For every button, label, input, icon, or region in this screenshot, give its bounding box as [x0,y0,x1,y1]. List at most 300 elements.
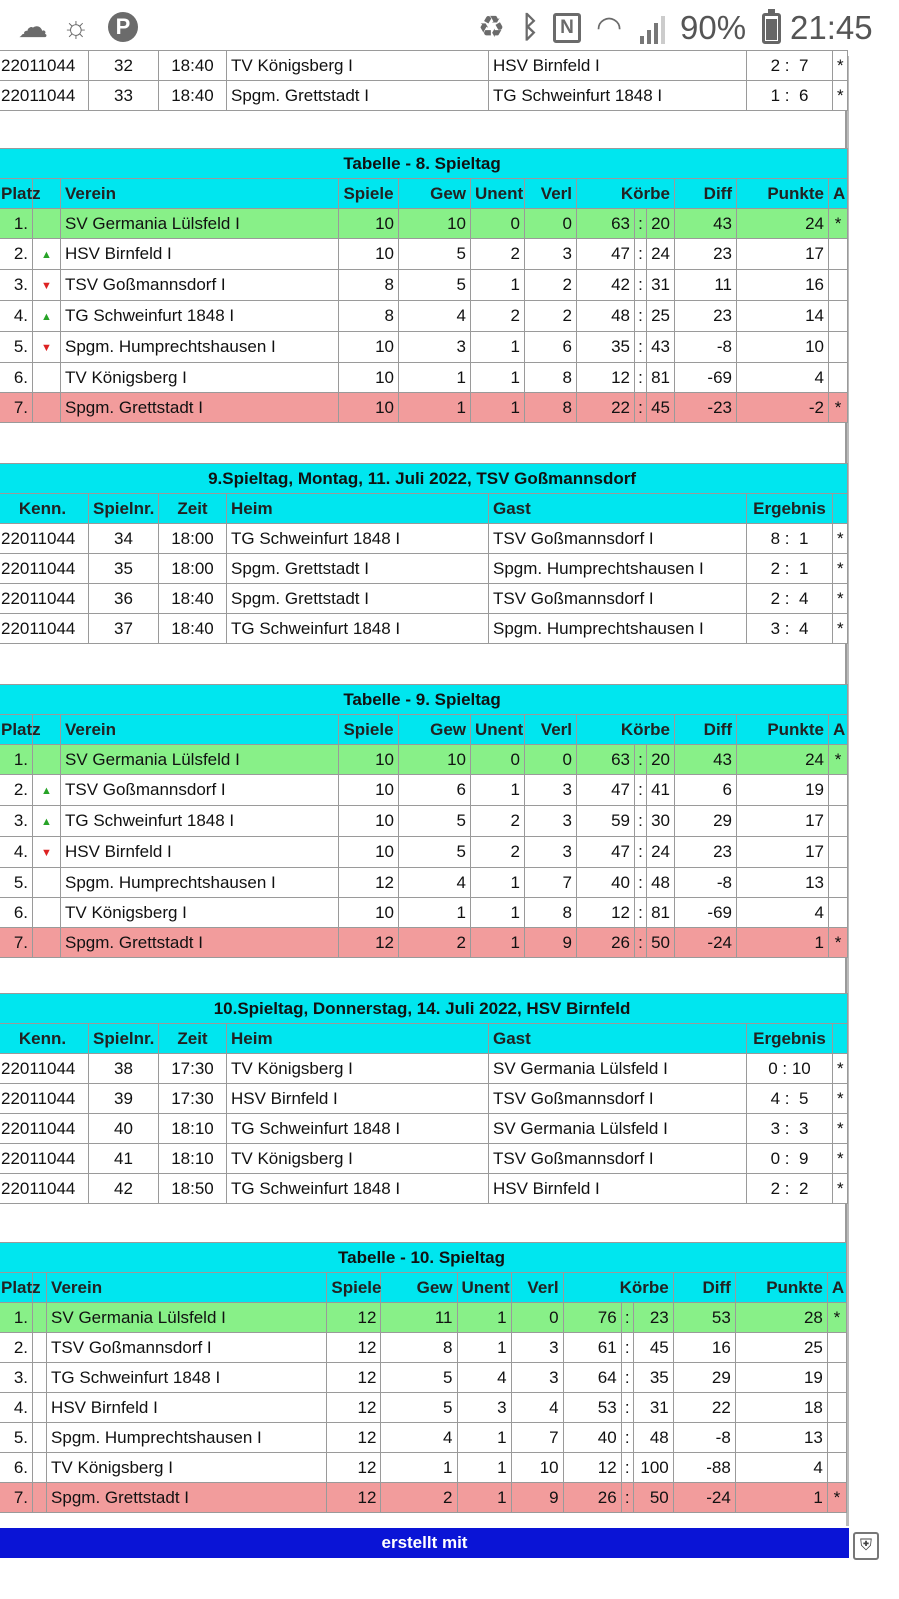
losses: 3 [525,837,577,868]
home-team: Spgm. Grettstadt I [227,584,489,614]
annotation-mark: * [829,209,848,239]
games-header-row [0,1024,848,1054]
annotation-mark [827,1363,846,1393]
rank: 6. [0,898,33,928]
standings-title: Tabelle - 8. Spieltag [0,149,848,179]
baskets-separator: : [635,209,647,239]
annotation-mark: * [829,745,848,775]
points: 24 [737,209,829,239]
wins: 4 [399,301,471,332]
away-team: TSV Goßmannsdorf I [489,584,747,614]
annotation-mark: * [833,1174,848,1204]
header-gew: Gew [399,179,471,209]
header-ergebnis: Ergebnis [747,494,833,524]
points: 16 [737,270,829,301]
wins: 10 [399,209,471,239]
header-heim: Heim [227,1024,489,1054]
bluetooth-icon: ᛒ [521,11,539,44]
home-team: TV Königsberg I [227,51,489,81]
baskets-separator: : [635,806,647,837]
standings-row [0,209,848,239]
baskets-separator: : [621,1393,633,1423]
header-diff: Diff [673,1273,735,1303]
annotation-mark: * [833,614,848,644]
baskets-separator: : [621,1303,633,1333]
standings-row [0,1333,847,1363]
difference: -69 [675,363,737,393]
standings-row [0,928,848,958]
annotation-mark [829,898,848,928]
points: 18 [735,1393,827,1423]
signal-icon [640,14,670,44]
points: 17 [737,837,829,868]
section-gap [0,423,847,463]
baskets-for: 22 [577,393,635,423]
wins: 5 [399,239,471,270]
game-row [0,51,848,81]
game-time: 18:10 [159,1114,227,1144]
game-id: 22011044 [0,1174,89,1204]
baskets-for: 42 [577,270,635,301]
standings-row [0,868,848,898]
draws: 1 [457,1333,511,1363]
away-team: Spgm. Humprechtshausen I [489,614,747,644]
baskets-separator: : [635,775,647,806]
difference: 29 [675,806,737,837]
header-gast: Gast [489,494,747,524]
trend-empty [33,209,61,239]
standings-header-row [0,1273,847,1303]
game-result: 2 : 2 [747,1174,833,1204]
points: 4 [737,363,829,393]
draws: 0 [471,745,525,775]
wins: 2 [399,928,471,958]
standings-row [0,332,848,363]
home-team: TG Schweinfurt 1848 I [227,524,489,554]
header-unent: Unent [457,1273,511,1303]
game-result: 2 : 1 [747,554,833,584]
footer-created-with[interactable]: erstellt mit [0,1528,849,1558]
game-row [0,554,848,584]
baskets-for: 47 [577,837,635,868]
trend-empty [33,363,61,393]
header-punkte: Punkte [735,1273,827,1303]
standings-row [0,837,848,868]
draws: 1 [471,270,525,301]
game-result: 0 : 10 [747,1054,833,1084]
losses: 2 [525,270,577,301]
baskets-for: 26 [563,1483,621,1513]
games-played: 12 [339,868,399,898]
baskets-against: 43 [647,332,675,363]
baskets-separator: : [621,1423,633,1453]
away-team: SV Germania Lülsfeld I [489,1054,747,1084]
losses: 9 [525,928,577,958]
draws: 3 [457,1393,511,1423]
away-team: TSV Goßmannsdorf I [489,1144,747,1174]
rank: 4. [0,301,33,332]
wins: 1 [381,1453,457,1483]
annotation-mark [829,363,848,393]
header-spielnr: Spielnr. [89,494,159,524]
trend-down-icon: ▼ [33,837,61,868]
battery-percentage: 90% [680,9,747,46]
rank: 3. [0,1363,33,1393]
header-heim: Heim [227,494,489,524]
difference: -88 [673,1453,735,1483]
difference: -23 [675,393,737,423]
header-punkte: Punkte [737,179,829,209]
away-team: SV Germania Lülsfeld I [489,1114,747,1144]
game-row [0,1084,848,1114]
games-played: 10 [339,393,399,423]
losses: 6 [525,332,577,363]
annotation-mark: * [833,81,848,111]
annotation-mark: * [829,393,848,423]
draws: 1 [471,775,525,806]
club-name: TG Schweinfurt 1848 I [61,301,339,332]
rank: 2. [0,239,33,270]
standings-row [0,806,848,837]
baskets-against: 20 [647,745,675,775]
trend-empty [33,1333,47,1363]
header-platz: Platz [0,179,33,209]
section-gap [0,1204,847,1242]
club-name: HSV Birnfeld I [61,837,339,868]
baskets-for: 76 [563,1303,621,1333]
wins: 11 [381,1303,457,1333]
clock: 21:45 [790,9,873,46]
header-a: A [829,179,848,209]
difference: -8 [675,868,737,898]
wins: 1 [399,898,471,928]
baskets-against: 24 [647,837,675,868]
difference: 43 [675,745,737,775]
header-spielnr: Spielnr. [89,1024,159,1054]
home-team: Spgm. Grettstadt I [227,81,489,111]
games-played: 12 [327,1363,381,1393]
rank: 5. [0,1423,33,1453]
baskets-against: 24 [647,239,675,270]
baskets-for: 64 [563,1363,621,1393]
trend-up-icon: ▲ [33,301,61,332]
games-table-round-9 [0,463,848,644]
rank: 5. [0,868,33,898]
difference: 6 [675,775,737,806]
standings-table-10 [0,1242,847,1513]
rank: 1. [0,209,33,239]
game-time: 18:00 [159,524,227,554]
games-played: 12 [327,1423,381,1453]
baskets-for: 59 [577,806,635,837]
wins: 5 [399,837,471,868]
games-table-round-10 [0,993,848,1204]
wins: 5 [381,1393,457,1423]
trend-empty [33,898,61,928]
losses: 8 [525,898,577,928]
game-time: 18:40 [159,584,227,614]
header-ergebnis: Ergebnis [747,1024,833,1054]
home-team: Spgm. Grettstadt I [227,554,489,584]
games-played: 10 [339,239,399,270]
wins: 8 [381,1333,457,1363]
draws: 0 [471,209,525,239]
games-played: 10 [339,837,399,868]
game-result: 2 : 4 [747,584,833,614]
losses: 3 [525,806,577,837]
points: 13 [737,868,829,898]
annotation-mark [829,239,848,270]
draws: 1 [471,332,525,363]
difference: -24 [673,1483,735,1513]
club-name: TSV Goßmannsdorf I [61,775,339,806]
header-verein: Verein [61,179,339,209]
wins: 1 [399,393,471,423]
game-number: 32 [89,51,159,81]
trend-empty [33,1483,47,1513]
round-title: 9.Spieltag, Montag, 11. Juli 2022, TSV Goßmannsdorf [0,464,848,494]
rank: 4. [0,1393,33,1423]
rank: 7. [0,1483,33,1513]
rank: 3. [0,270,33,301]
annotation-mark [829,806,848,837]
baskets-separator: : [635,868,647,898]
club-name: Spgm. Humprechtshausen I [61,868,339,898]
baskets-separator: : [635,301,647,332]
points: 4 [735,1453,827,1483]
wins: 5 [399,806,471,837]
away-team: TSV Goßmannsdorf I [489,1084,747,1114]
baskets-against: 35 [633,1363,673,1393]
draws: 1 [457,1453,511,1483]
draws: 1 [457,1303,511,1333]
standings-row [0,1423,847,1453]
baskets-for: 40 [577,868,635,898]
game-row [0,1174,848,1204]
annotation-mark: * [833,584,848,614]
annotation-mark [827,1423,846,1453]
baskets-for: 26 [577,928,635,958]
away-team: Spgm. Humprechtshausen I [489,554,747,584]
losses: 0 [525,745,577,775]
baskets-for: 12 [563,1453,621,1483]
annotation-mark [829,775,848,806]
trend-empty [33,1363,47,1393]
rank: 1. [0,745,33,775]
losses: 9 [511,1483,563,1513]
baskets-against: 48 [633,1423,673,1453]
difference: 22 [673,1393,735,1423]
draws: 1 [471,898,525,928]
difference: 23 [675,239,737,270]
points: 13 [735,1423,827,1453]
game-number: 37 [89,614,159,644]
club-name: Spgm. Humprechtshausen I [61,332,339,363]
baskets-for: 61 [563,1333,621,1363]
round-title: 10.Spieltag, Donnerstag, 14. Juli 2022, HSV Birnfeld [0,994,848,1024]
losses: 7 [511,1423,563,1453]
wins: 6 [399,775,471,806]
standings-row [0,1483,847,1513]
trend-empty [33,928,61,958]
club-name: SV Germania Lülsfeld I [61,745,339,775]
baskets-separator: : [635,239,647,270]
home-team: HSV Birnfeld I [227,1084,489,1114]
game-row [0,1114,848,1144]
draws: 2 [471,806,525,837]
game-result: 3 : 4 [747,614,833,644]
game-number: 35 [89,554,159,584]
rank: 6. [0,1453,33,1483]
annotation-mark: * [833,1114,848,1144]
standings-block-8 [0,148,847,423]
losses: 3 [525,239,577,270]
trend-up-icon: ▲ [33,775,61,806]
annotation-mark [827,1393,846,1423]
draws: 1 [457,1423,511,1453]
difference: -69 [675,898,737,928]
game-id: 22011044 [0,554,89,584]
game-result: 2 : 7 [747,51,833,81]
draws: 2 [471,301,525,332]
logo-icon[interactable]: ⛨ [853,1532,879,1560]
game-result: 8 : 1 [747,524,833,554]
games-played: 12 [327,1303,381,1333]
difference: 11 [675,270,737,301]
games-table-top [0,50,848,111]
trend-up-icon: ▲ [33,239,61,270]
battery-icon [762,13,781,44]
wins: 3 [399,332,471,363]
points: 4 [737,898,829,928]
header-gew: Gew [399,715,471,745]
difference: -8 [675,332,737,363]
game-row [0,524,848,554]
points: 19 [735,1363,827,1393]
header-a: A [829,715,848,745]
game-row [0,584,848,614]
baskets-against: 20 [647,209,675,239]
games-header-row [0,494,848,524]
away-team: HSV Birnfeld I [489,1174,747,1204]
draws: 4 [457,1363,511,1393]
standings-row [0,1303,847,1333]
club-name: Spgm. Humprechtshausen I [47,1423,327,1453]
pinterest-icon: P [108,12,138,42]
weather-icon: ☼ [62,11,90,44]
game-row [0,1144,848,1174]
header-kenn: Kenn. [0,1024,89,1054]
game-time: 18:50 [159,1174,227,1204]
trend-up-icon: ▲ [33,806,61,837]
game-number: 36 [89,584,159,614]
baskets-separator: : [635,745,647,775]
difference: -24 [675,928,737,958]
rank: 6. [0,363,33,393]
annotation-mark [827,1333,846,1363]
header-zeit: Zeit [159,494,227,524]
header-diff: Diff [675,715,737,745]
club-name: Spgm. Grettstadt I [61,393,339,423]
home-team: TV Königsberg I [227,1144,489,1174]
baskets-separator: : [635,270,647,301]
games-played: 10 [339,775,399,806]
annotation-mark: * [833,1054,848,1084]
baskets-against: 45 [647,393,675,423]
club-name: TV Königsberg I [61,363,339,393]
annotation-mark [827,1453,846,1483]
baskets-against: 81 [647,363,675,393]
rank: 5. [0,332,33,363]
baskets-for: 40 [563,1423,621,1453]
game-time: 17:30 [159,1054,227,1084]
baskets-against: 31 [647,270,675,301]
club-name: HSV Birnfeld I [61,239,339,270]
annotation-mark: * [827,1303,846,1333]
away-team: TSV Goßmannsdorf I [489,524,747,554]
club-name: TG Schweinfurt 1848 I [61,806,339,837]
header-zeit: Zeit [159,1024,227,1054]
points: 28 [735,1303,827,1333]
baskets-for: 53 [563,1393,621,1423]
header-spiele: Spiele [339,179,399,209]
draws: 1 [471,928,525,958]
annotation-mark [829,332,848,363]
standings-title: Tabelle - 9. Spieltag [0,685,848,715]
standings-row [0,898,848,928]
difference: 23 [675,837,737,868]
game-id: 22011044 [0,1084,89,1114]
baskets-for: 63 [577,745,635,775]
baskets-against: 41 [647,775,675,806]
header-gew: Gew [381,1273,457,1303]
points: 19 [737,775,829,806]
header-kenn: Kenn. [0,494,89,524]
baskets-against: 45 [633,1333,673,1363]
losses: 4 [511,1393,563,1423]
away-team: HSV Birnfeld I [489,51,747,81]
losses: 3 [511,1333,563,1363]
game-result: 4 : 5 [747,1084,833,1114]
header-unent: Unent [471,715,525,745]
club-name: Spgm. Grettstadt I [47,1483,327,1513]
standings-row [0,1453,847,1483]
game-result: 1 : 6 [747,81,833,111]
home-team: TG Schweinfurt 1848 I [227,614,489,644]
trend-empty [33,1393,47,1423]
baskets-against: 30 [647,806,675,837]
games-played: 10 [339,806,399,837]
baskets-for: 47 [577,239,635,270]
trend-empty [33,393,61,423]
annotation-mark [829,868,848,898]
header-gast: Gast [489,1024,747,1054]
points: 10 [737,332,829,363]
rank: 3. [0,806,33,837]
game-id: 22011044 [0,51,89,81]
standings-row [0,775,848,806]
game-time: 18:40 [159,614,227,644]
baskets-separator: : [635,837,647,868]
standings-row [0,1393,847,1423]
standings-row [0,239,848,270]
game-time: 18:10 [159,1144,227,1174]
games-played: 10 [339,898,399,928]
game-id: 22011044 [0,81,89,111]
header-punkte: Punkte [737,715,829,745]
wifi-icon: ◠ [596,11,623,44]
baskets-separator: : [621,1453,633,1483]
